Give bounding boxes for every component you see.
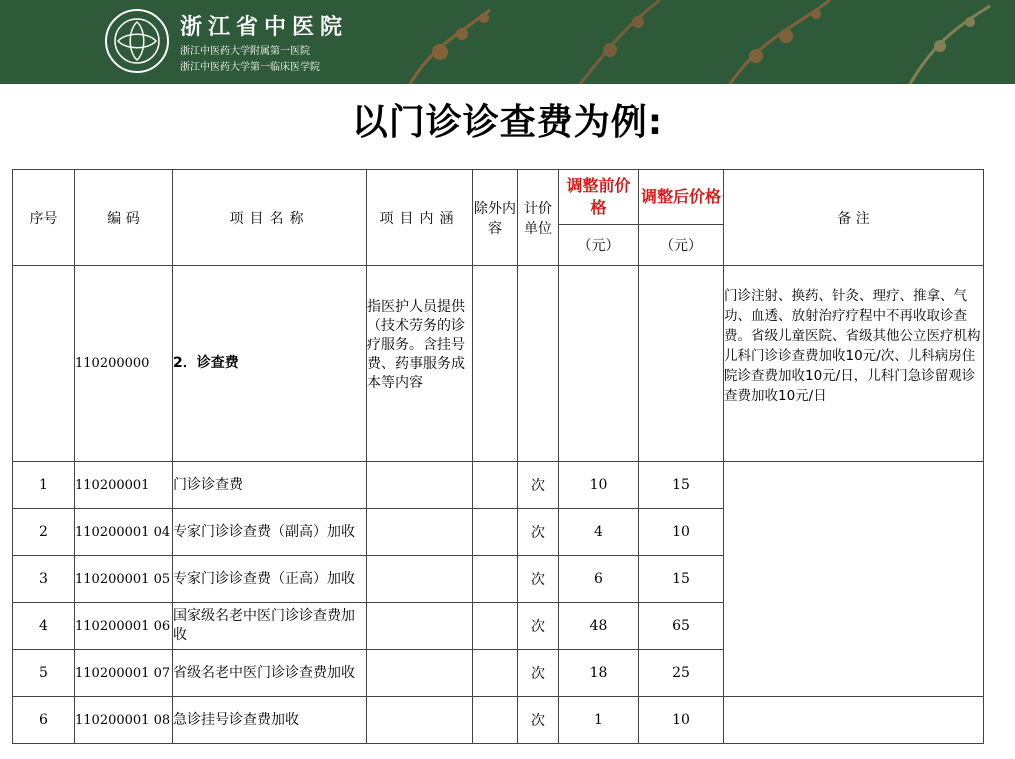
row-price-after: 25: [639, 650, 724, 697]
header-price-before: 调整前价格: [559, 170, 639, 225]
category-content: 指医护人员提供（技术劳务的诊疗服务。含挂号费、药事服务成本等内容: [367, 266, 473, 462]
row-seq: 5: [13, 650, 75, 697]
row-unit: 次: [518, 509, 559, 556]
category-remarks: 门诊注射、换药、针灸、理疗、推拿、气功、血透、放射治疗疗程中不再收取诊查费。省级儿童医院、省级其他公立医疗机构儿科门诊诊查费加收10元/次、儿科病房住院诊查费加收10元/日，儿科门急诊留观诊查费加收10元/日: [724, 266, 984, 462]
row-unit: 次: [518, 650, 559, 697]
row-price-before: 18: [559, 650, 639, 697]
header-yuan-before: （元）: [559, 225, 639, 266]
header-price-after: 调整后价格: [639, 170, 724, 225]
row-unit: 次: [518, 556, 559, 603]
row-code: 110200001 05: [75, 556, 173, 603]
header-unit: 计价单位: [518, 170, 559, 266]
header-name: 项目名称: [173, 170, 367, 266]
category-name: 2．诊查费: [173, 266, 367, 462]
table-row: [13, 697, 984, 744]
row-name: 急诊挂号诊查费加收: [173, 697, 367, 744]
header-seq: 序号: [13, 170, 75, 266]
category-code: 110200000: [75, 266, 173, 462]
hospital-header-banner: [0, 0, 1015, 84]
row-seq: 6: [13, 697, 75, 744]
row-unit: 次: [518, 697, 559, 744]
herb-ornament-icon: [560, 0, 680, 84]
header-remarks: 备 注: [724, 170, 984, 266]
row-code: 110200001: [75, 462, 173, 509]
row-price-before: 10: [559, 462, 639, 509]
row-price-after: 65: [639, 603, 724, 650]
fee-table: [12, 169, 984, 744]
row-price-after: 15: [639, 462, 724, 509]
row-name: 省级名老中医门诊诊查费加收: [173, 650, 367, 697]
table-row: [13, 462, 984, 509]
row-price-after: 10: [639, 697, 724, 744]
herb-ornament-icon: [400, 0, 520, 84]
row-price-before: 1: [559, 697, 639, 744]
herb-ornament-icon: [890, 0, 1010, 84]
row-code: 110200001 06: [75, 603, 173, 650]
row-unit: 次: [518, 603, 559, 650]
row-name: 国家级名老中医门诊诊查费加收: [173, 603, 367, 650]
row-price-before: 6: [559, 556, 639, 603]
hospital-logo: [104, 8, 170, 74]
row-seq: 4: [13, 603, 75, 650]
row-seq: 2: [13, 509, 75, 556]
row-name: 专家门诊诊查费（正高）加收: [173, 556, 367, 603]
herb-ornament-icon: [720, 0, 840, 84]
table-header-row: [13, 170, 984, 225]
row-name: 专家门诊诊查费（副高）加收: [173, 509, 367, 556]
slide-title: 以门诊诊查费为例:: [351, 102, 664, 143]
row-code: 110200001 07: [75, 650, 173, 697]
row-seq: 1: [13, 462, 75, 509]
row-code: 110200001 08: [75, 697, 173, 744]
header-content: 项目内涵: [367, 170, 473, 266]
hospital-subtitle-1: 浙江中医药大学附属第一医院: [180, 46, 310, 57]
row-name: 门诊诊查费: [173, 462, 367, 509]
hospital-name: 浙江省中医院: [180, 14, 349, 40]
header-yuan-after: （元）: [639, 225, 724, 266]
category-row: [13, 266, 984, 462]
row-seq: 3: [13, 556, 75, 603]
row-unit: 次: [518, 462, 559, 509]
hospital-subtitle-2: 浙江中医药大学第一临床医学院: [180, 62, 320, 73]
row-code: 110200001 04: [75, 509, 173, 556]
row-price-after: 15: [639, 556, 724, 603]
header-exclusion: 除外内容: [473, 170, 518, 266]
row-price-before: 4: [559, 509, 639, 556]
row-price-before: 48: [559, 603, 639, 650]
header-code: 编 码: [75, 170, 173, 266]
row-price-after: 10: [639, 509, 724, 556]
